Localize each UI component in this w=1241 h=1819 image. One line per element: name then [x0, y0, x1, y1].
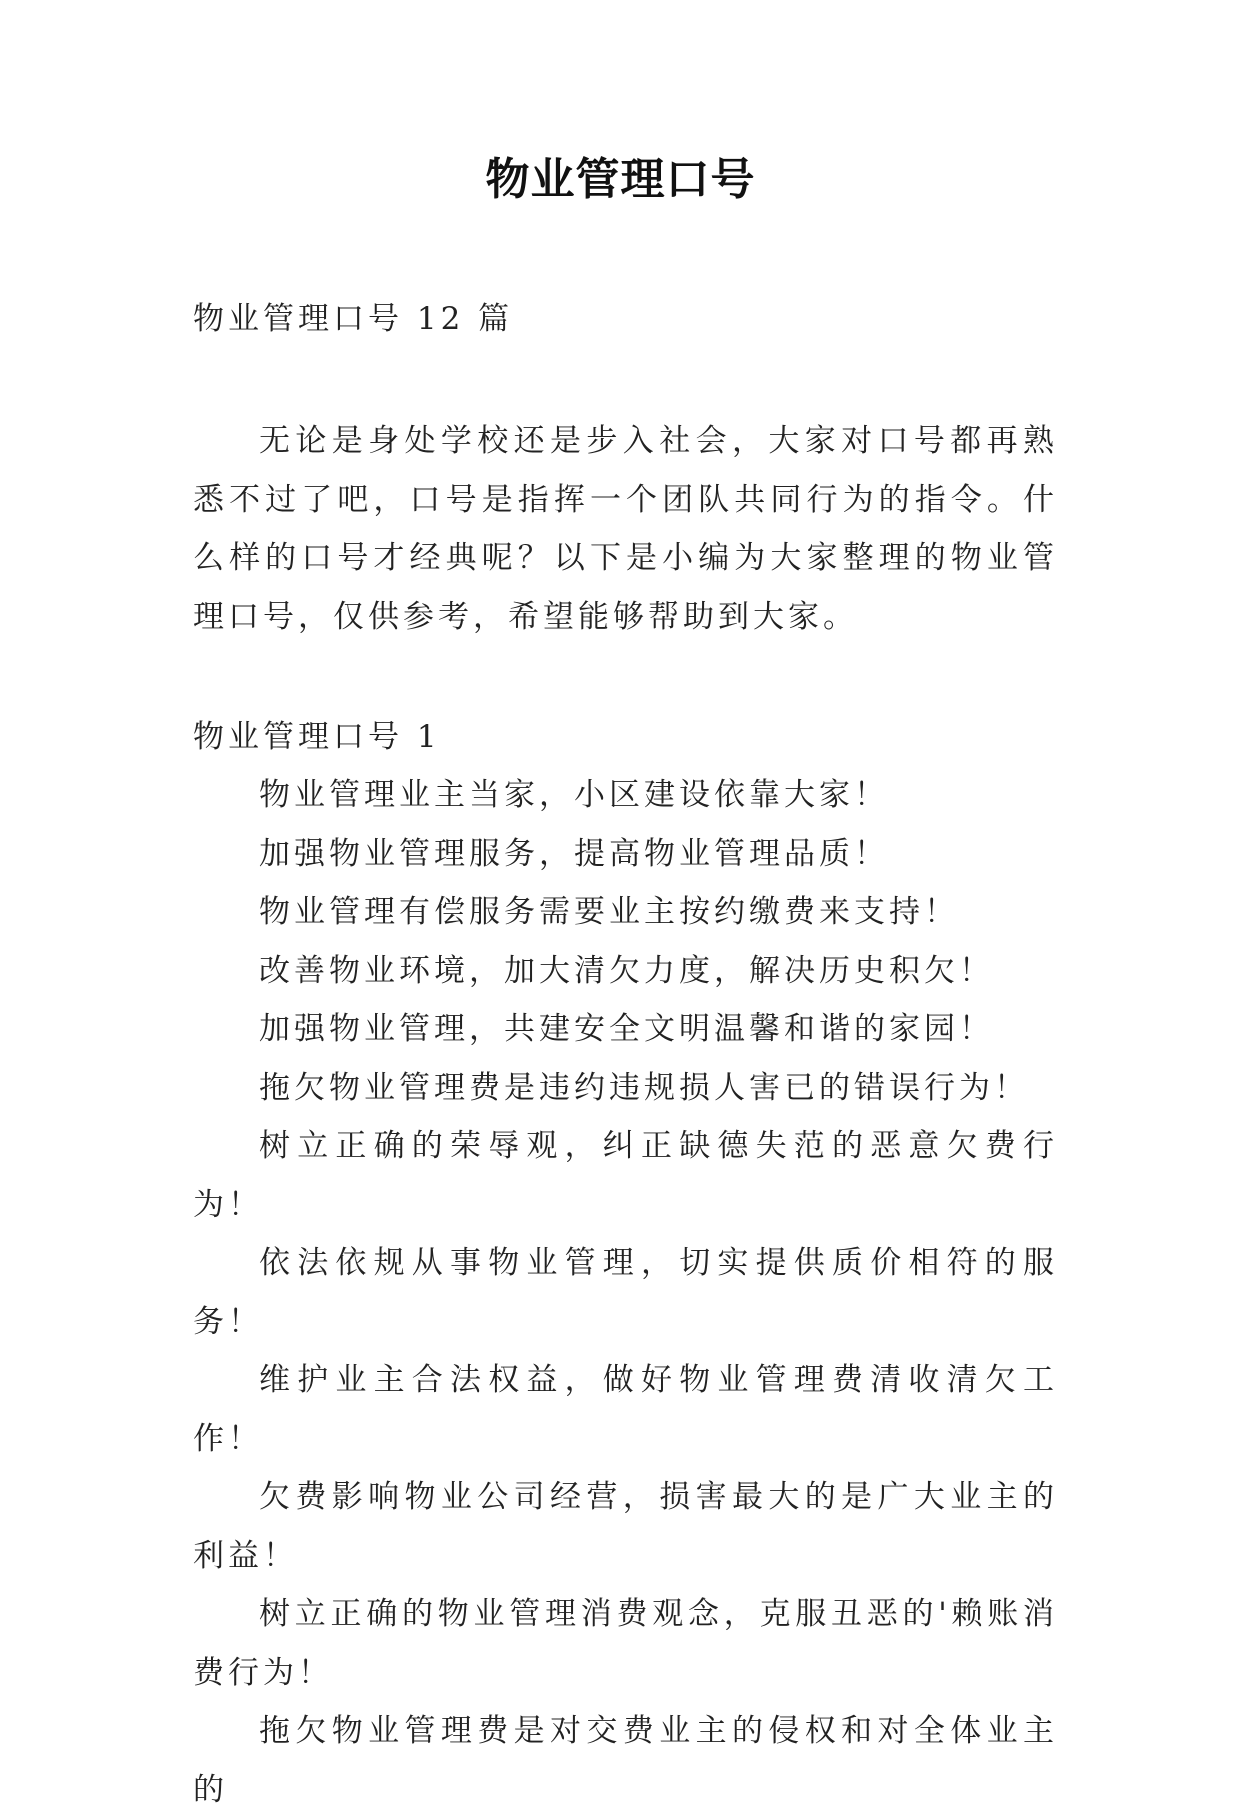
- slogan-item: 维护业主合法权益，做好物业管理费清收清欠工作！: [193, 1362, 1058, 1457]
- slogan-item: 拖欠物业管理费是违约违规损人害已的错误行为！: [259, 1069, 1029, 1106]
- document-subtitle: 物业管理口号 12 篇: [193, 301, 514, 337]
- slogan-item: 树立正确的荣辱观，纠正缺德失范的恶意欠费行为！: [193, 1128, 1058, 1223]
- document-body: [193, 290, 1058, 1819]
- slogan-item: 改善物业环境，加大清欠力度，解决历史积欠！: [259, 952, 994, 989]
- slogan-item: 拖欠物业管理费是对交费业主的侵权和对全体业主的: [193, 1713, 1058, 1808]
- section-title: 物业管理口号 1: [193, 719, 441, 755]
- slogan-item: 加强物业管理服务，提高物业管理品质！: [259, 835, 889, 872]
- intro-paragraph: 无论是身处学校还是步入社会，大家对口号都再熟悉不过了吧，口号是指挥一个团队共同行为的指令。什么样的口号才经典呢？以下是小编为大家整理的物业管理口号，仅供参考，希望能够帮助到大家。: [193, 423, 1058, 635]
- slogan-item: 依法依规从事物业管理，切实提供质价相符的服务！: [193, 1245, 1058, 1340]
- slogan-item: 欠费影响物业公司经营，损害最大的是广大业主的利益！: [193, 1479, 1058, 1574]
- slogan-item: 树立正确的物业管理消费观念，克服丑恶的'赖账消费行为！: [193, 1596, 1058, 1691]
- slogan-item: 物业管理业主当家，小区建设依靠大家！: [259, 777, 889, 813]
- document-title: 物业管理口号: [485, 154, 756, 205]
- slogan-item: 物业管理有偿服务需要业主按约缴费来支持！: [259, 894, 959, 930]
- slogan-list: [193, 766, 1058, 1819]
- slogan-item: 加强物业管理，共建安全文明温馨和谐的家园！: [259, 1011, 994, 1047]
